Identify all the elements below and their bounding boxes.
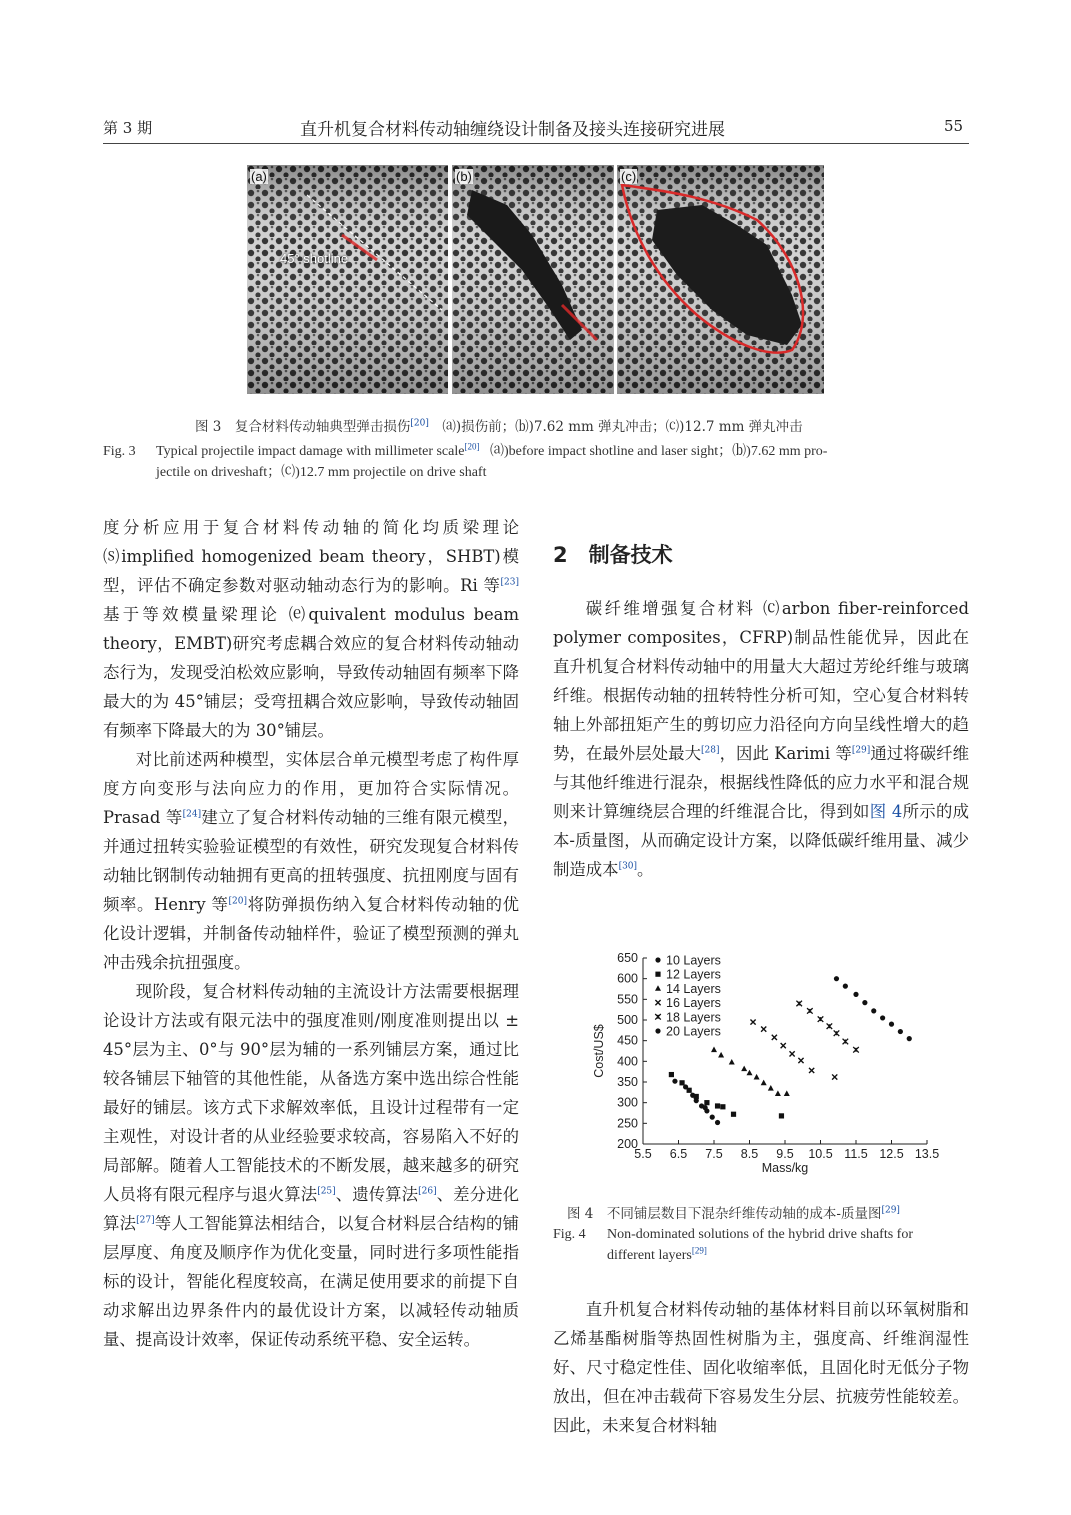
data-point-14-layers	[718, 1052, 724, 1058]
legend-marker	[655, 972, 660, 977]
right-column-top	[553, 594, 969, 884]
y-tick-label: 400	[617, 1054, 638, 1069]
data-point-16-layers	[781, 1043, 786, 1048]
legend-marker	[655, 957, 660, 962]
data-point-14-layers	[729, 1059, 735, 1065]
figure4-chart	[570, 945, 970, 1185]
data-point-20-layers	[834, 976, 839, 981]
x-tick-label: 10.5	[808, 1147, 833, 1161]
header-rule	[103, 143, 969, 144]
data-point-12-layers	[694, 1094, 699, 1099]
legend-entry: 10 Layers	[666, 953, 721, 968]
data-point-14-layers	[784, 1090, 790, 1096]
data-point-10-layers	[715, 1120, 720, 1125]
legend-entry: 20 Layers	[666, 1024, 721, 1039]
data-point-12-layers	[715, 1103, 720, 1108]
data-point-10-layers	[703, 1105, 708, 1110]
left-column	[103, 513, 519, 1354]
section-title: 2 制备技术	[553, 543, 673, 567]
panel-label-c: (c)	[621, 169, 637, 184]
data-point-14-layers	[768, 1085, 774, 1091]
figure3-caption-en-line2: jectile on driveshaft；⒞)12.7 mm projectile on drive shaft	[156, 465, 487, 480]
x-tick-label: 5.5	[634, 1147, 652, 1161]
x-axis-label: Mass/kg	[761, 1161, 809, 1175]
y-tick-label: 200	[617, 1137, 638, 1151]
data-point-16-layers	[772, 1035, 777, 1040]
figure3-panel-c	[617, 165, 824, 394]
legend-entry: 16 Layers	[666, 996, 721, 1011]
page-number: 55	[944, 117, 964, 135]
panel-b-photo	[452, 165, 614, 394]
data-point-16-layers	[809, 1068, 814, 1073]
data-point-18-layers	[827, 1023, 833, 1029]
shotline-annotation: 45° shotline	[280, 251, 349, 266]
figure4-caption-en: Non-dominated solutions of the hybrid drive shafts for	[607, 1227, 914, 1242]
figure4-caption-zh: 图 4 不同铺层数目下混杂纤维传动轴的成本-质量图[29]	[567, 1205, 900, 1222]
data-point-14-layers	[754, 1074, 760, 1080]
right-column-bottom	[553, 1295, 969, 1440]
panel-c-photo	[617, 165, 824, 394]
figure3-panel-b	[452, 165, 614, 394]
issue-number: 第 3 期	[103, 119, 153, 137]
data-point-12-layers	[720, 1104, 725, 1109]
data-point-20-layers	[871, 1008, 876, 1013]
legend-marker	[655, 1000, 660, 1005]
data-point-14-layers	[761, 1080, 767, 1086]
figure4-caption-en-label: Fig. 4	[553, 1227, 586, 1242]
data-point-20-layers	[880, 1015, 885, 1020]
x-tick-label: 7.5	[705, 1147, 723, 1161]
x-tick-label: 11.5	[844, 1147, 868, 1161]
x-tick-label: 12.5	[879, 1147, 904, 1161]
data-point-12-layers	[731, 1112, 736, 1117]
x-tick-label: 13.5	[914, 1147, 940, 1161]
data-point-12-layers	[704, 1100, 709, 1105]
data-point-18-layers	[853, 1047, 859, 1053]
data-point-16-layers	[750, 1019, 755, 1024]
data-point-18-layers	[818, 1016, 824, 1022]
paragraph: 碳纤维增强复合材料 ⒞arbon fiber-reinforced polymer composites，CFRP)制品性能优异，因此在直升机复合材料传动轴中的用量大大超过芳纶纤维与玻璃纤维。根据传动轴的扭转特性分析可知，空心复合材料转轴上外部扭矩产生的剪切应力沿径向方向呈线性增大的趋势，在最外层处最大[28]，因此 Karimi 等[29]通过将碳纤维与其他纤维进行混杂，根据线性降低的应力水平和混合规则来计算缠绕层合理的纤维混合比，得到如图 4所示的成本-质量图，从而确定设计方案，以降低碳纤维用量、减少制造成本[30]。	[553, 599, 970, 879]
figure4-caption-en-line2: different layers[29]	[607, 1245, 707, 1263]
legend-entry: 12 Layers	[666, 967, 721, 982]
figure4-link[interactable]: 图 4	[869, 802, 903, 821]
x-tick-label: 8.5	[740, 1147, 759, 1161]
data-point-18-layers	[843, 1039, 849, 1045]
x-tick-label: 9.5	[776, 1147, 794, 1161]
legend-marker	[655, 1014, 661, 1020]
data-point-18-layers	[807, 1008, 813, 1014]
y-tick-label: 250	[617, 1116, 638, 1131]
data-point-12-layers	[679, 1080, 684, 1085]
data-point-14-layers	[741, 1066, 747, 1072]
data-point-10-layers	[672, 1079, 677, 1084]
x-tick-label: 6.5	[669, 1147, 688, 1161]
data-point-12-layers	[779, 1113, 784, 1118]
data-point-16-layers	[798, 1058, 803, 1063]
paragraph: 现阶段，复合材料传动轴的主流设计方法需要根据理论设计方法或有限元法中的强度准则/刚度准则提出以 ± 45°层为主、0°与 90°层为辅的一系列铺层方案，通过比较各铺层下轴管的其他性能，从备选方案中选出综合性能最好的铺层。该方式下求解效率低，且设计过程带有一定主观性，对设计者的从业经验要求较高，容易陷入不好的局部解。随着人工智能技术的不断发展，越来越多的研究人员将有限元程序与退火算法[25]、遗传算法[26]、差分进化算法[27]等人工智能算法相结合，以复合材料层合结构的铺层厚度、角度及顺序作为优化变量，同时进行多项性能指标的设计，智能化程度较高，在满足使用要求的前提下自动求解出边界条件内的最优设计方案，以减轻传动轴质量、提高设计效率，保证传动系统平稳、安全运转。	[103, 982, 520, 1349]
running-title: 直升机复合材料传动轴缠绕设计制备及接头连接研究进展	[300, 120, 725, 140]
data-point-14-layers	[747, 1070, 753, 1076]
paragraph: 对比前述两种模型，实体层合单元模型考虑了构件厚度方向变形与法向应力的作用，更加符合实际情况。Prasad 等[24]建立了复合材料传动轴的三维有限元模型，并通过扭转实验验证模型的有效性，研究发现复合材料传动轴比钢制传动轴拥有更高的扭转强度、抗扭刚度与固有频率。Henry 等[20]将防弹损伤纳入复合材料传动轴的优化设计逻辑，并制备传动轴样件，验证了模型预测的弹丸冲击残余抗扭强度。	[103, 750, 520, 972]
data-point-20-layers	[862, 1000, 867, 1005]
y-axis-label: Cost/US$	[592, 1024, 606, 1078]
paragraph: 度分析应用于复合材料传动轴的简化均质梁理论 ⒮implified homogenized beam theory，SHBT)模型，评估不确定参数对驱动轴动态行为的影响。Ri 等[23]基于等效模量梁理论 ⒠quivalent modulus beam theory，EMBT)研究考虑耦合效应的复合材料传动轴动态行为，发现受泊松效应影响，导致传动轴固有频率下降最大的为 45°铺层；受弯扭耦合效应影响，导致传动轴固有频率下降最大的为 30°铺层。	[103, 518, 519, 740]
panel-a-photo	[247, 165, 448, 394]
figure3-caption-en: Typical projectile impact damage with millimeter scale[20] ⒜)before impact shotline and laser sight；⒝)7.62 mm pro-	[156, 441, 828, 459]
data-point-12-layers	[669, 1072, 674, 1077]
data-point-16-layers	[790, 1051, 795, 1056]
data-point-14-layers	[775, 1090, 781, 1096]
data-point-20-layers	[843, 984, 848, 989]
data-point-20-layers	[853, 992, 858, 997]
figure3-caption-en-label: Fig. 3	[103, 444, 136, 459]
legend-entry: 18 Layers	[666, 1010, 721, 1025]
y-tick-label: 350	[617, 1075, 638, 1089]
y-tick-label: 600	[617, 971, 638, 986]
y-tick-label: 450	[617, 1033, 638, 1048]
data-point-16-layers	[761, 1026, 766, 1031]
data-point-20-layers	[907, 1036, 912, 1041]
data-point-18-layers	[834, 1030, 840, 1036]
data-point-12-layers	[687, 1088, 692, 1093]
figure3-caption-zh: 图 3 复合材料传动轴典型弹击损伤[20] ⒜)损伤前；⒝)7.62 mm 弹丸冲击；⒞)12.7 mm 弹丸冲击	[195, 418, 803, 435]
panel-label-a: (a)	[251, 169, 267, 184]
data-point-14-layers	[711, 1047, 717, 1053]
data-point-16-layers	[832, 1074, 837, 1079]
data-point-18-layers	[796, 1001, 802, 1007]
legend-marker	[655, 1028, 660, 1033]
legend-entry: 14 Layers	[666, 981, 721, 996]
data-point-20-layers	[889, 1022, 894, 1027]
data-point-20-layers	[898, 1029, 903, 1034]
data-point-10-layers	[710, 1115, 715, 1120]
panel-label-b: (b)	[456, 169, 472, 184]
y-tick-label: 300	[617, 1095, 638, 1110]
y-tick-label: 550	[617, 992, 638, 1007]
y-tick-label: 650	[617, 951, 638, 965]
legend-marker	[655, 985, 661, 991]
figure3-panel-a	[247, 165, 448, 394]
paragraph: 直升机复合材料传动轴的基体材料目前以环氧树脂和乙烯基酯树脂等热固性树脂为主，强度高、纤维润湿性好、尺寸稳定性佳、固化收缩率低，且固化时无低分子物放出，但在冲击载荷下容易发生分层、抗疲劳性能较差。因此，未来复合材料轴	[553, 1300, 969, 1435]
y-tick-label: 500	[617, 1013, 638, 1027]
